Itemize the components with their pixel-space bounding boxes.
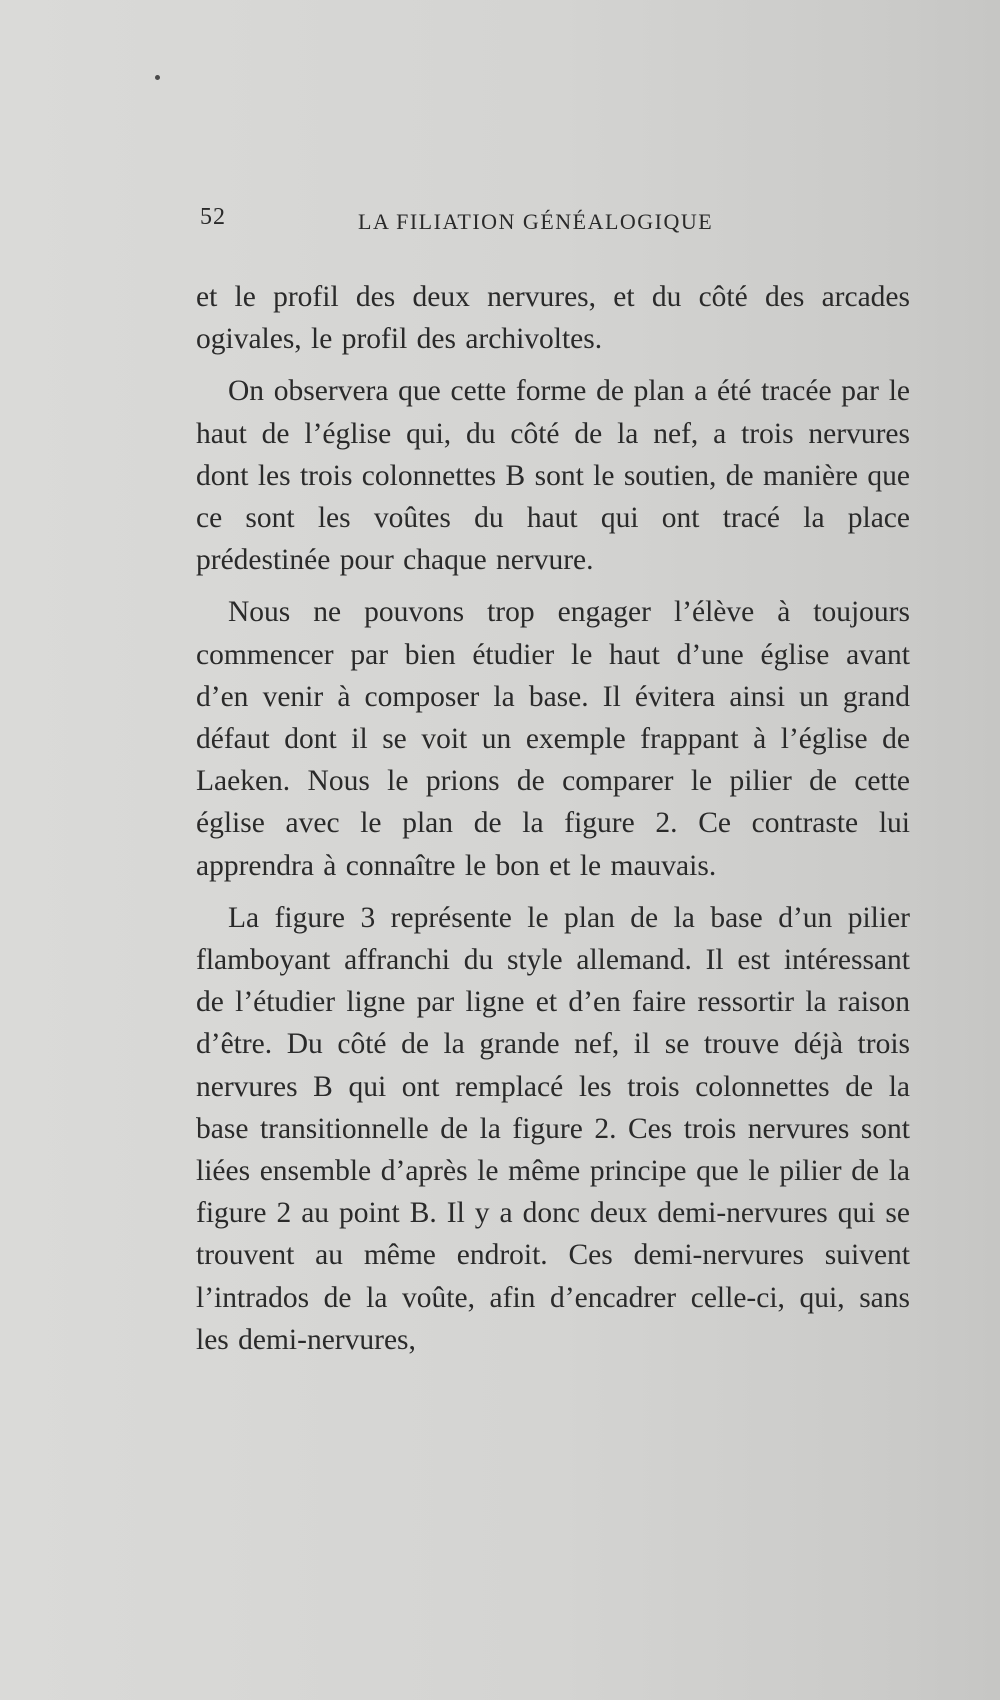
- paragraph: et le profil des deux nervures, et du côté des arcades ogivales, le profil des archivoltes.: [196, 281, 910, 356]
- paragraph: On observera que cette forme de plan a été tracée par le haut de l’église qui, du côté de la nef, a trois nervures dont les trois colonnettes B sont le soutien, de manière que ce sont les voûtes du haut qui ont tracé la place prédestinée pour chaque nervure.: [196, 375, 910, 577]
- body-text: [196, 276, 910, 1361]
- paragraph: Nous ne pouvons trop engager l’élève à toujours commencer par bien étudier le haut d’une église avant d’en venir à composer la base. Il évitera ainsi un grand défaut dont il se voit un exemple frappant à l’église de Laeken. Nous le prions de comparer le pilier de cette église avec le plan de la figure 2. Ce contraste lui apprendra à connaître le bon et le mauvais.: [196, 596, 910, 882]
- page-header: [200, 204, 900, 244]
- ink-speck: [155, 75, 160, 80]
- paragraph: La figure 3 représente le plan de la base d’un pilier flamboyant affranchi du style allemand. Il est intéressant de l’étudier ligne par ligne et d’en faire ressortir la raison d’être. Du côté de la grande nef, il se trouve déjà trois nervures B qui ont remplacé les trois colonnettes de la base transitionnelle de la figure 2. Ces trois nervures sont liées ensemble d’après le même principe que le pilier de la figure 2 au point B. Il y a donc deux demi-nervures qui se trouvent au même endroit. Ces demi-nervures suivent l’intrados de la voûte, afin d’encadrer celle-ci, qui, sans les demi-nervures,: [196, 901, 910, 1356]
- running-head: LA FILIATION GÉNÉALOGIQUE: [358, 209, 714, 234]
- page-number: 52: [200, 204, 226, 230]
